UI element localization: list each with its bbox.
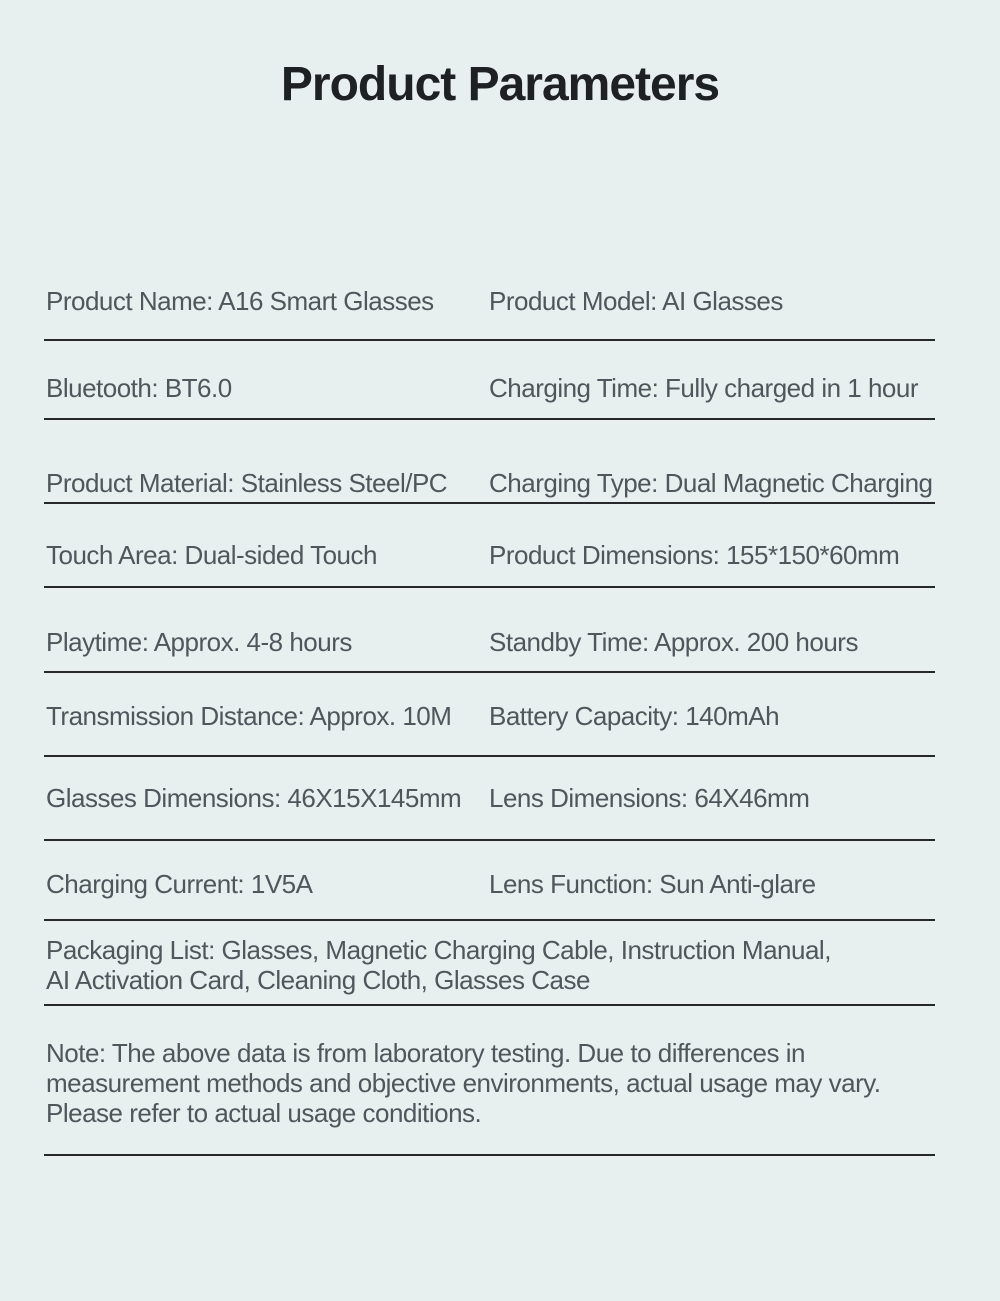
note-line-2: measurement methods and objective environments, actual usage may vary. [46,1068,881,1098]
spec-row-transmission-battery [0,701,1000,731]
divider [44,919,935,921]
spec-product-dimensions: Product Dimensions: 155*150*60mm [489,540,900,570]
packaging-list-line-2: AI Activation Card, Cleaning Cloth, Glasses Case [46,965,590,995]
divider [44,339,935,341]
spec-row-bluetooth-charging-time [0,373,1000,403]
divider [44,418,935,420]
divider [44,1154,935,1156]
spec-product-name: Product Name: A16 Smart Glasses [46,286,434,316]
spec-battery-capacity: Battery Capacity: 140mAh [489,701,780,731]
divider [44,502,935,504]
spec-touch-area: Touch Area: Dual-sided Touch [46,540,377,570]
divider [44,586,935,588]
spec-standby-time: Standby Time: Approx. 200 hours [489,627,858,657]
spec-transmission-distance: Transmission Distance: Approx. 10M [46,701,452,731]
spec-charging-time: Charging Time: Fully charged in 1 hour [489,373,919,403]
spec-row-current-lens-function [0,869,1000,899]
note-line-3: Please refer to actual usage conditions. [46,1098,482,1128]
spec-row-product-name-model [0,286,1000,316]
divider [44,839,935,841]
note [46,1038,936,1128]
spec-playtime: Playtime: Approx. 4-8 hours [46,627,352,657]
page-title: Product Parameters [280,58,720,111]
spec-bluetooth: Bluetooth: BT6.0 [46,373,232,403]
spec-charging-current: Charging Current: 1V5A [46,869,313,899]
spec-row-material-charging-type [0,468,1000,498]
packaging-list [46,935,936,995]
spec-lens-function: Lens Function: Sun Anti-glare [489,869,816,899]
spec-row-glasses-lens-dimensions [0,783,1000,813]
divider [44,671,935,673]
spec-product-model: Product Model: AI Glasses [489,286,783,316]
divider [44,755,935,757]
spec-row-playtime-standby [0,627,1000,657]
note-line-1: Note: The above data is from laboratory testing. Due to differences in [46,1038,805,1068]
spec-row-touch-area-dimensions [0,540,1000,570]
spec-glasses-dimensions: Glasses Dimensions: 46X15X145mm [46,783,462,813]
spec-charging-type: Charging Type: Dual Magnetic Charging [489,468,933,498]
spec-product-material: Product Material: Stainless Steel/PC [46,468,448,498]
packaging-list-line-1: Packaging List: Glasses, Magnetic Charging Cable, Instruction Manual, [46,935,831,965]
spec-lens-dimensions: Lens Dimensions: 64X46mm [489,783,810,813]
divider [44,1004,935,1006]
